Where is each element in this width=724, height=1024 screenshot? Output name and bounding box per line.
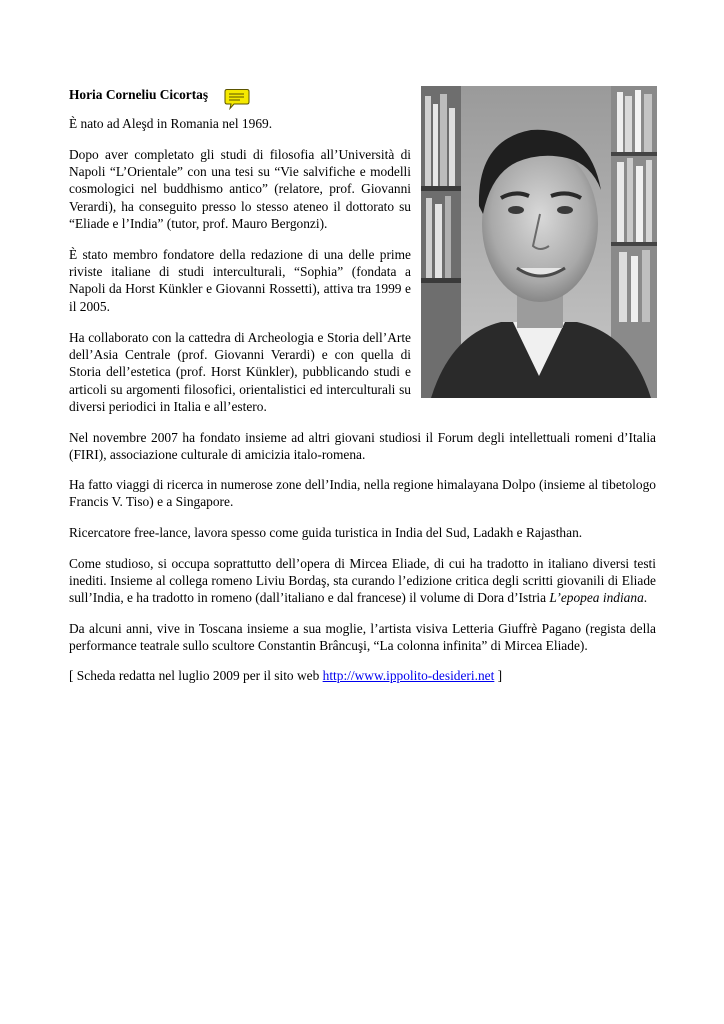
footer-suffix: ] [494,668,503,683]
book-title: L’epopea indiana [549,590,644,606]
sophia-paragraph: È stato membro fondatore della redazione di una delle prime riviste italiane di studi interculturali, “Sophia” (fondata a Napoli da Horst Künkler e Giovanni Rossetti), attiva tra 1999 e il 2005. [69,247,411,314]
author-name-heading: Horia Corneliu Cicortaş [69,87,209,102]
comment-note-icon[interactable] [224,88,250,110]
footer-prefix: [ Scheda redatta nel luglio 2009 per il sito web [69,668,323,683]
eliade-paragraph [69,555,656,607]
travels-paragraph: Ha fatto viaggi di ricerca in numerose zone dell’India, nella regione himalayana Dolpo (insieme al tibetologo Francis V. Tiso) e a Singapore. [69,477,656,510]
firi-paragraph: Nel novembre 2007 ha fondato insieme ad altri giovani studiosi il Forum degli intellettuali romeni d’Italia (FIRI), associazione culturale di amicizia italo-romena. [69,430,656,463]
website-link[interactable]: http://www.ippolito-desideri.net [322,668,495,683]
footer-note [69,667,656,684]
eliade-text: Come studioso, si occupa soprattutto dell’opera di Mircea Eliade, di cui ha tradotto in italiano diversi testi inediti. Insieme al collega romeno Liviu Bordaş, sta curando l’edizione critica degli scritti giovanili di Eliade sull’India, e ha tradotto in romeno (dall’italiano e dal francese) il volume di Dora d’Istria [69,556,656,606]
birth-paragraph: È nato ad Aleşd in Romania nel 1969. [69,116,273,131]
eliade-end: . [643,590,648,606]
tuscany-paragraph: Da alcuni anni, vive in Toscana insieme a sua moglie, l’artista visiva Letteria Giuffrè Pagano (regista della performance teatrale sullo scultore Constantin Brâncuşi, “La colonna infinita” di Mircea Eliade). [69,621,656,654]
guide-paragraph: Ricercatore free-lance, lavora spesso come guida turistica in India del Sud, Ladakh e Rajasthan. [69,525,583,540]
studies-paragraph: Dopo aver completato gli studi di filosofia all’Università di Napoli “L’Orientale” con una tesi su “Vie salvifiche e modelli cosmologici nel buddhismo antico” (relatore, prof. Giovanni Verardi), ha conseguito presso lo stesso ateneo il dottorato su “Eliade e l’India” (tutor, prof. Mauro Bergonzi). [69,147,411,231]
author-portrait-photo [421,86,657,398]
collaboration-paragraph: Ha collaborato con la cattedra di Archeologia e Storia dell’Arte dell’Asia Centrale (prof. Giovanni Verardi) e con quella di Storia dell’estetica (prof. Horst Künkler), pubblicando studi e articoli su argomenti filosofici, orientalistici ed interculturali su diversi periodici in Italia e all’estero. [69,330,411,414]
